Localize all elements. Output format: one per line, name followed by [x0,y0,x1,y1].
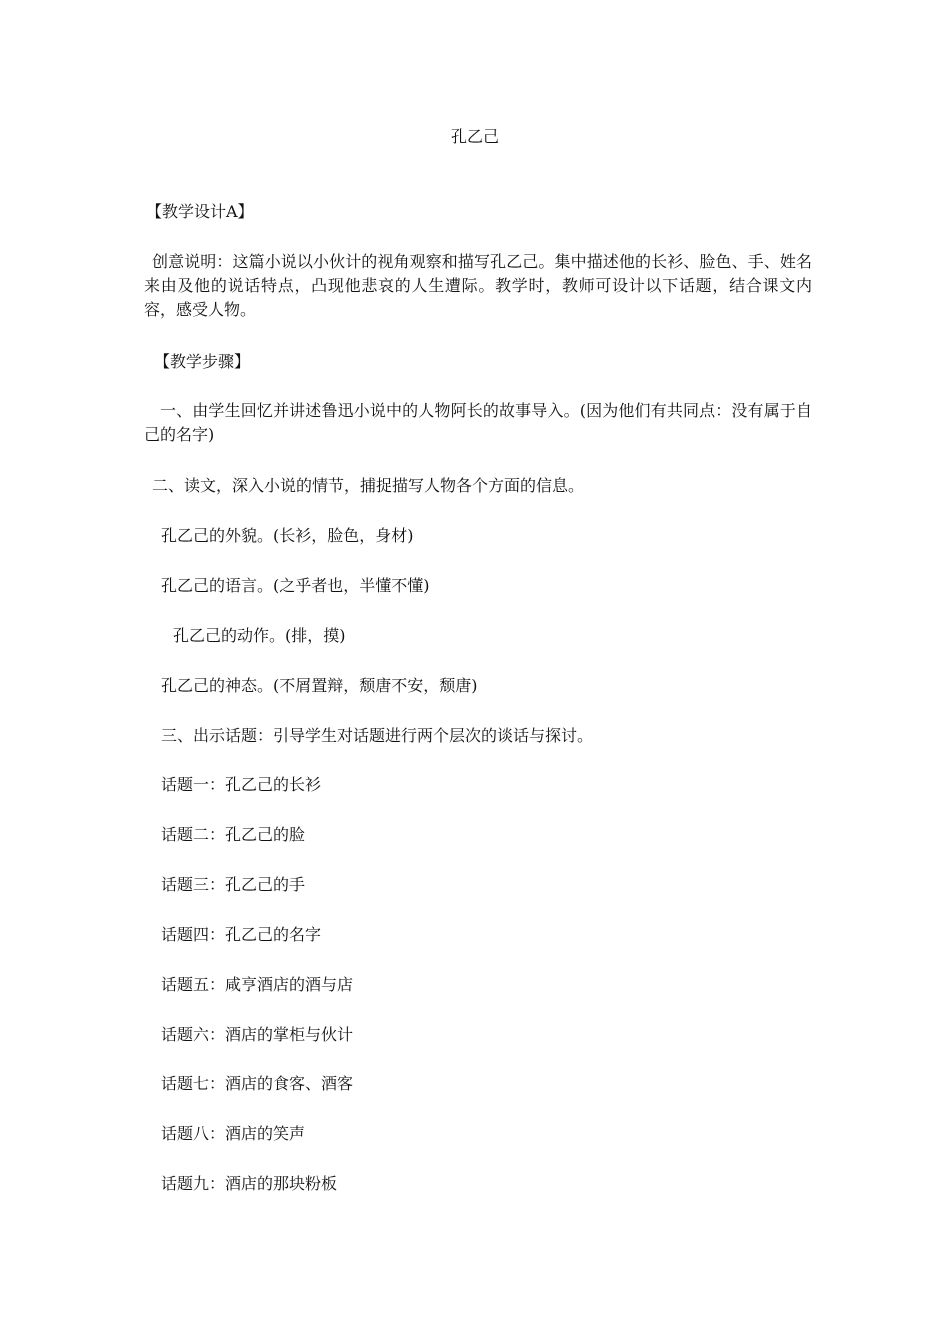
document-title: 孔乙己 [450,127,499,146]
aspect-action: 孔乙己的动作。(排，摸) [173,626,346,645]
topic-item: 话题七：酒店的食客、酒客 [161,1074,354,1093]
aspect-language: 孔乙己的语言。(之乎者也，半懂不懂) [161,576,430,595]
topic-item: 话题三：孔乙己的手 [161,875,306,894]
topic-item: 话题四：孔乙己的名字 [161,925,322,944]
topic-item: 话题九：酒店的那块粉板 [161,1174,338,1193]
steps-heading: 【教学步骤】 [154,352,251,371]
step-two-line: 二、读文，深入小说的情节，捕捉描写人物各个方面的信息。 [152,476,585,495]
topic-item: 话题八：酒店的笑声 [161,1124,306,1143]
design-heading: 【教学设计A】 [146,202,254,221]
topic-item: 话题二：孔乙己的脸 [161,825,306,844]
topic-item: 话题一：孔乙己的长衫 [161,775,322,794]
aspect-expression: 孔乙己的神态。(不屑置辩，颓唐不安，颓唐) [161,676,478,695]
aspect-appearance: 孔乙己的外貌。(长衫，脸色，身材) [161,526,414,545]
topic-item: 话题五：咸亨酒店的酒与店 [161,975,354,994]
step-three-line: 三、出示话题：引导学生对话题进行两个层次的谈话与探讨。 [161,726,594,745]
topic-item: 话题六：酒店的掌柜与伙计 [161,1025,354,1044]
step-one-paragraph: 一、由学生回忆并讲述鲁迅小说中的人物阿长的故事导入。(因为他们有共同点：没有属于自己的名字) [144,401,812,444]
creative-note-paragraph: 创意说明：这篇小说以小伙计的视角观察和描写孔乙己。集中描述他的长衫、脸色、手、姓名来由及他的说话特点，凸现他悲哀的人生遭际。教学时，教师可设计以下话题，结合课文内容，感受人物。 [144,252,812,319]
